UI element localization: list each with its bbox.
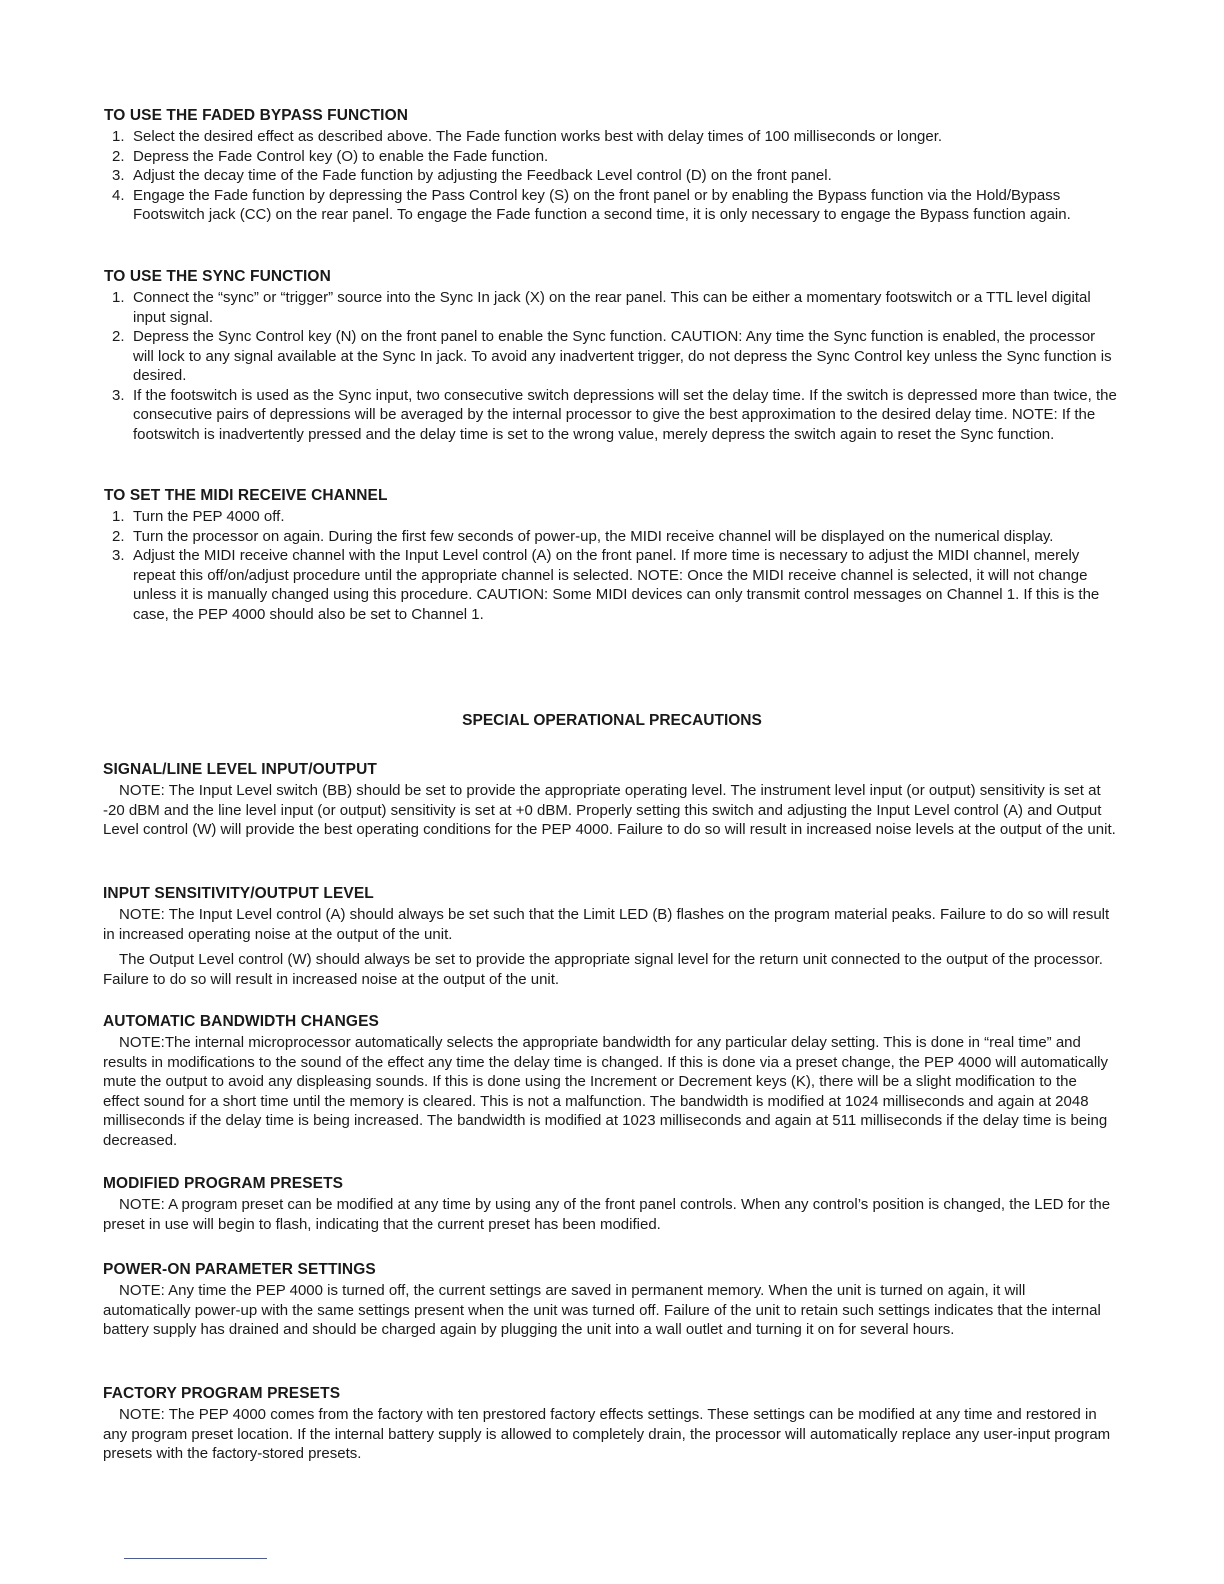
step-text: Connect the “sync” or “trigger” source into the Sync In jack (X) on the rear panel. This can be either a momentary footswitch or a TTL level digital input signal. <box>133 289 1091 326</box>
section-modified-presets <box>103 1174 1116 1234</box>
step-number: 4. <box>112 186 125 204</box>
paragraph: NOTE:The internal microprocessor automatically selects the appropriate bandwidth for any particular delay setting. This is done in “real time” and results in modifications to the sound of the effect any time the delay time is changed. If this is done via a preset change, the PEP 4000 will automatically mute the output to avoid any displeasing sounds. If this is done using the Increment or Decrement keys (K), there will be a slight modification to the effect sound for a short time until the memory is cleared. This is not a malfunction. The bandwidth is modified at 1024 milliseconds and again at 2048 milliseconds if the delay time is being increased. The bandwidth is modified at 1023 milliseconds and again at 511 milliseconds if the delay time is being decreased. <box>103 1034 1109 1149</box>
step-number: 3. <box>112 547 125 564</box>
list-item <box>104 386 1120 445</box>
section-heading: FACTORY PROGRAM PRESETS <box>103 1385 341 1402</box>
list-item <box>104 186 1120 225</box>
section-midi-receive <box>104 486 1120 624</box>
list-item <box>104 507 1120 527</box>
paragraph: The Output Level control (W) should always be set to provide the appropriate signal level for the return unit connected to the output of the processor. Failure to do so will result in increased noise at the output of the unit. <box>103 951 1103 988</box>
list-item <box>104 527 1120 547</box>
list-item <box>104 327 1120 386</box>
step-text: If the footswitch is used as the Sync input, two consecutive switch depressions will set the delay time. If the switch is depressed more than twice, the consecutive pairs of depressions will be averaged by the internal processor to give the best approximation to the desired delay time. NOTE: If the footswitch is inadvertently pressed and the delay time is set to the wrong value, merely depress the switch again to reset the Sync function. <box>133 386 1117 443</box>
list-item <box>104 546 1120 624</box>
section-power-on <box>103 1260 1116 1340</box>
step-text: Depress the Fade Control key (O) to enable the Fade function. <box>133 147 549 165</box>
step-text: Select the desired effect as described above. The Fade function works best with delay times of 100 milliseconds or longer. <box>133 128 943 145</box>
list-item <box>104 127 1120 147</box>
list-item <box>104 166 1120 186</box>
section-sync <box>104 267 1120 444</box>
step-number: 3. <box>112 386 125 404</box>
step-text: Turn the processor on again. During the first few seconds of power-up, the MIDI receive channel will be displayed on the numerical display. <box>133 527 1054 545</box>
step-text: Adjust the MIDI receive channel with the Input Level control (A) on the front panel. If more time is necessary to adjust the MIDI channel, merely repeat this off/on/adjust procedure until the appropriate channel is selected. NOTE: Once the MIDI receive channel is selected, it will not change unless it is manually changed using this procedure. CAUTION: Some MIDI devices can only transmit control messages on Channel 1. If this is the case, the PEP 4000 should also be set to Channel 1. <box>133 547 1100 623</box>
step-list <box>104 288 1120 444</box>
paragraph: NOTE: The PEP 4000 comes from the factory with ten prestored factory effects settings. These settings can be modified at any time and restored in any program preset location. If the internal battery supply is allowed to completely drain, the processor will automatically replace any user-input program presets with the factory-stored presets. <box>103 1406 1111 1462</box>
step-number: 3. <box>112 167 125 184</box>
step-list <box>104 127 1120 225</box>
step-number: 1. <box>112 508 125 525</box>
list-item <box>104 147 1120 167</box>
section-faded-bypass <box>104 106 1120 225</box>
section-heading: POWER-ON PARAMETER SETTINGS <box>103 1261 376 1278</box>
footer-rule <box>124 1558 267 1559</box>
step-number: 2. <box>112 527 125 545</box>
section-heading: TO USE THE FADED BYPASS FUNCTION <box>104 107 409 124</box>
list-item <box>104 288 1120 327</box>
section-automatic-bandwidth <box>103 1012 1116 1150</box>
section-heading: MODIFIED PROGRAM PRESETS <box>103 1175 344 1192</box>
section-heading: TO SET THE MIDI RECEIVE CHANNEL <box>104 487 388 504</box>
paragraph: NOTE: Any time the PEP 4000 is turned off, the current settings are saved in permanent memory. When the unit is turned on again, it will automatically power-up with the same settings present when the unit was turned off. Failure of the unit to retain such settings indicates that the internal battery supply has drained and should be charged again by plugging the unit into a wall outlet and turning it on for several hours. <box>103 1282 1101 1338</box>
section-heading: AUTOMATIC BANDWIDTH CHANGES <box>103 1013 379 1030</box>
paragraph: NOTE: A program preset can be modified at any time by using any of the front panel controls. When any control’s position is changed, the LED for the preset in use will begin to flash, indicating that the current preset has been modified. <box>103 1196 1111 1233</box>
step-number: 1. <box>112 128 125 145</box>
section-heading: TO USE THE SYNC FUNCTION <box>104 268 331 285</box>
paragraph: NOTE: The Input Level control (A) should always be set such that the Limit LED (B) flashes on the program material peaks. Failure to do so will result in increased operating noise at the output of the unit. <box>103 906 1110 943</box>
step-text: Turn the PEP 4000 off. <box>133 508 285 525</box>
step-number: 1. <box>112 289 125 306</box>
section-factory-presets <box>103 1384 1116 1464</box>
step-number: 2. <box>112 328 125 345</box>
paragraph: NOTE: The Input Level switch (BB) should be set to provide the appropriate operating level. The instrument level input (or output) sensitivity is set at -20 dBM and the line level input (or output) sensitivity is set at +0 dBM. Properly setting this switch and adjusting the Input Level control (A) and Output Level control (W) will provide the best operating conditions for the PEP 4000. Failure to do so will result in increased noise levels at the output of the unit. <box>103 782 1116 838</box>
step-text: Engage the Fade function by depressing the Pass Control key (S) on the front panel or by enabling the Bypass function via the Hold/Bypass Footswitch jack (CC) on the rear panel. To engage the Fade function a second time, it is only necessary to engage the Bypass function again. <box>133 186 1071 223</box>
step-list <box>104 507 1120 624</box>
page-section-title: SPECIAL OPERATIONAL PRECAUTIONS <box>462 712 762 729</box>
section-signal-line-level <box>103 760 1116 840</box>
step-text: Adjust the decay time of the Fade function by adjusting the Feedback Level control (D) on the front panel. <box>133 167 832 184</box>
section-heading: SIGNAL/LINE LEVEL INPUT/OUTPUT <box>103 761 377 778</box>
section-input-sensitivity <box>103 884 1116 989</box>
step-text: Depress the Sync Control key (N) on the front panel to enable the Sync function. CAUTION: Any time the Sync function is enabled, the processor will lock to any signal available at the Sync In jack. To avoid any inadvertent trigger, do not depress the Sync Control key unless the Sync function is desired. <box>133 328 1112 384</box>
step-number: 2. <box>112 147 125 165</box>
section-heading: INPUT SENSITIVITY/OUTPUT LEVEL <box>103 885 374 902</box>
